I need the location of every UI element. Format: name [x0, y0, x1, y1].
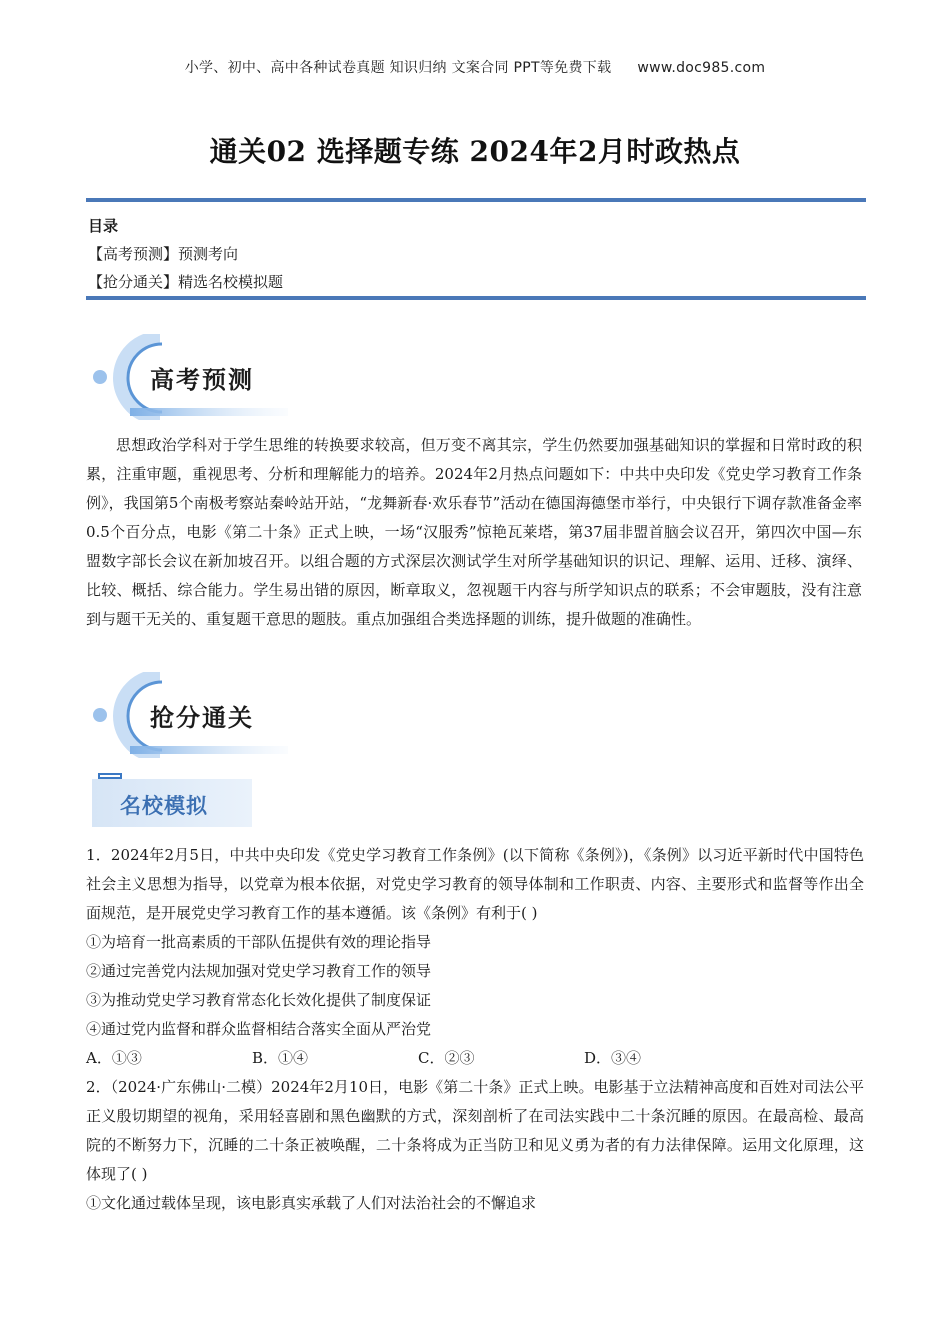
question-2	[86, 1073, 864, 1218]
header-url[interactable]: www.doc985.com	[637, 60, 766, 76]
subsection-title: 名校模拟	[120, 794, 208, 818]
question-list	[86, 841, 864, 1218]
question-option: ①为培育一批高素质的干部队伍提供有效的理论指导	[86, 933, 432, 951]
section-banner-forecast	[90, 334, 290, 420]
question-option: ①文化通过载体呈现，该电影真实承载了人们对法治社会的不懈追求	[86, 1194, 537, 1212]
toc-item-forecast[interactable]: 【高考预测】预测考向	[88, 245, 239, 263]
subsection-marker-icon	[98, 773, 122, 779]
table-of-contents	[88, 212, 283, 296]
page-title: 通关02 选择题专练 2024年2月时政热点	[209, 135, 741, 168]
section-title-score: 抢分通关	[150, 704, 254, 732]
section-title-forecast: 高考预测	[150, 366, 254, 394]
top-rule	[86, 198, 866, 202]
question-option: ③为推动党史学习教育常态化长效化提供了制度保证	[86, 991, 432, 1009]
choice-a[interactable]: A．①③	[86, 1049, 142, 1067]
toc-title: 目录	[88, 217, 119, 235]
intro-paragraph: 思想政治学科对于学生思维的转换要求较高，但万变不离其宗，学生仍然要加强基础知识的掌握和日常时政的积累，注重审题，重视思考、分析和理解能力的培养。2024年2月热点问题如下：中共中央印发《党史学习教育工作条例》，我国第5个南极考察站秦岭站开站，“龙舞新春·欢乐春节”活动在德国海德堡市举行，中央银行下调存款准备金率0.5个百分点，电影《第二十条》正式上映，一场“汉服秀”惊艳瓦莱塔，第37届非盟首脑会议召开，第四次中国—东盟数字部长会议在新加坡召开。以组合题的方式深层次测试学生对所学基础知识的识记、理解、运用、迁移、演绎、比较、概括、综合能力。学生易出错的原因，断章取义，忽视题干内容与所学知识点的联系；不会审题肢，没有注意到与题干无关的、重复题干意思的题肢。重点加强组合类选择题的训练，提升做题的准确性。	[86, 436, 862, 628]
question-option: ④通过党内监督和群众监督相结合落实全面从严治党	[86, 1020, 432, 1038]
header-text: 小学、初中、高中各种试卷真题 知识归纳 文案合同 PPT等免费下载	[184, 60, 612, 76]
question-stem: 1．2024年2月5日，中共中央印发《党史学习教育工作条例》(以下简称《条例》)，《条例》以习近平新时代中国特色社会主义思想为指导，以党章为根本依据，对党史学习教育的领导体制和工作职责、内容、主要形式和监督等作出全面规范，是开展党史学习教育工作的基本遵循。该《条例》有利于( )	[86, 846, 864, 922]
question-stem: 2．（2024·广东佛山·二模）2024年2月10日，电影《第二十条》正式上映。电影基于立法精神高度和百姓对司法公平正义殷切期望的视角，采用轻喜剧和黑色幽默的方式，深刻剖析了在司法实践中二十条沉睡的原因。在最高检、最高院的不断努力下，沉睡的二十条正被唤醒，二十条将成为正当防卫和见义勇为者的有力法律保障。运用文化原理，这体现了( )	[86, 1078, 864, 1183]
question-option: ②通过完善党内法规加强对党史学习教育工作的领导	[86, 962, 432, 980]
section-banner-score	[90, 672, 290, 758]
toc-item-score[interactable]: 【抢分通关】精选名校模拟题	[88, 273, 284, 291]
question-1	[86, 841, 864, 1073]
toc-bottom-rule	[86, 296, 866, 300]
answer-choices	[86, 1044, 864, 1073]
choice-c[interactable]: C．②③	[418, 1049, 475, 1067]
subsection-school-sim	[92, 779, 252, 827]
page-header	[0, 57, 950, 77]
choice-d[interactable]: D．③④	[584, 1049, 642, 1067]
choice-b[interactable]: B．①④	[252, 1049, 309, 1067]
